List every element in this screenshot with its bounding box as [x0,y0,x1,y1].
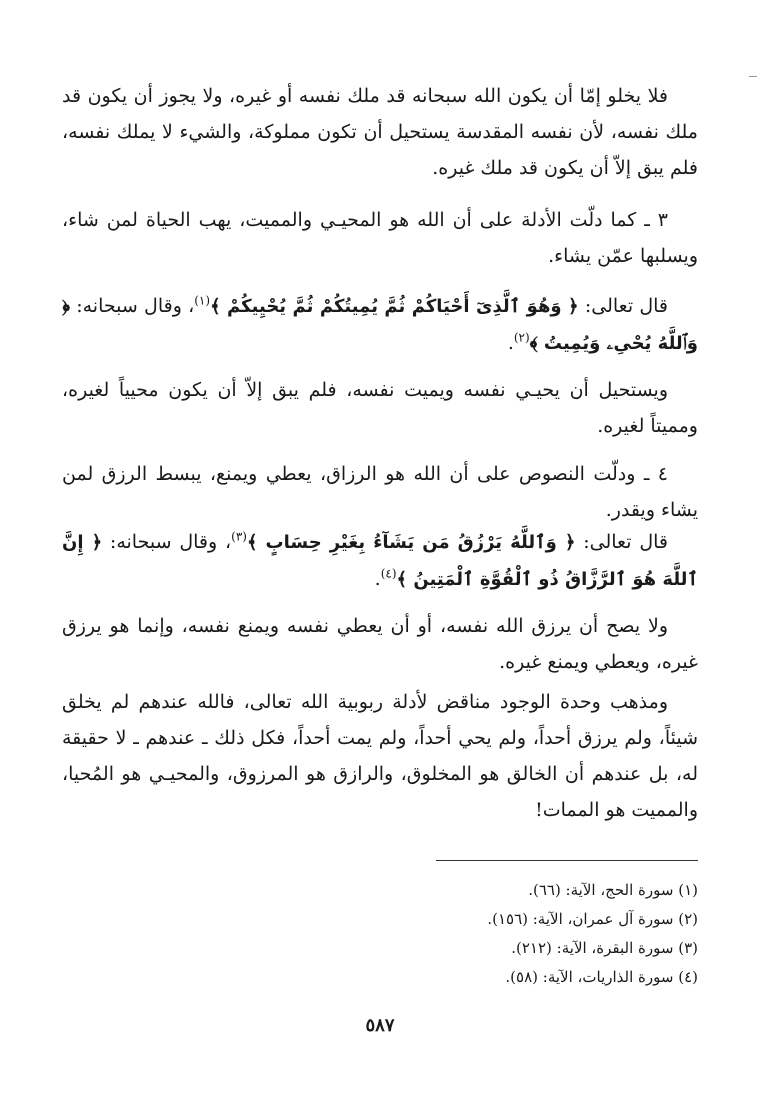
corner-mark [749,76,757,77]
paragraph-1 [62,78,698,186]
footnote-ref-3: (٣) [231,529,247,544]
quran-verse-2: ﴿ وَٱللَّهُ يُحْىِۦ وَيُمِيتُ ﴾ [62,296,698,354]
verse-end: . [507,332,514,354]
footnote-ref-4: (٤) [380,566,397,581]
paragraph-7-text: ولا يصح أن يرزق الله نفسه، أو أن يعطي نفسه ويمنع نفسه، وإنما هو يرزق غيره، ويعطي ويمنع غيره. [62,615,698,673]
page-number: ٥٨٧ [365,1015,395,1036]
footnotes [298,876,698,992]
quran-verse-1: ﴿ وَهُوَ ٱلَّذِىٓ أَحْيَاكُمْ ثُمَّ يُمِيتُكُمْ ثُمَّ يُحْيِيكُمْ ﴾ [210,296,579,317]
verse-end-2: . [374,568,381,590]
footnote-ref-2: (٢) [513,330,530,345]
paragraph-4-text: ويستحيل أن يحيـي نفسه ويميت نفسه، فلم يبق إلاّ أن يكون محيياً لغيره، ومميتاً لغيره. [62,379,698,437]
paragraph-2 [62,202,698,274]
verse-connector-2: ، وقال سبحانه: [102,531,232,553]
paragraph-8 [62,684,698,828]
footnote-divider [436,860,698,861]
paragraph-5-text: ٤ ـ ودلّت النصوص على أن الله هو الرزاق، يعطي ويمنع، يبسط الرزق لمن يشاء ويقدر. [62,463,698,521]
paragraph-5 [62,456,698,528]
footnote-1: (١) سورة الحج، الآية: (٦٦). [528,881,698,899]
paragraph-1-text: فلا يخلو إمّا أن يكون الله سبحانه قد ملك نفسه أو غيره، ولا يجوز أن يكون قد ملك نفسه، لأن نفسه المقدسة يستحيل أن تكون مملوكة، والشيء لا يملك نفسه، فلم يبق إلاّ أن يكون قد ملك غيره. [62,85,698,179]
verse-intro-2: قال تعالى: [575,531,668,553]
footnote-2: (٢) سورة آل عمران، الآية: (١٥٦). [487,910,698,928]
paragraph-3-verses [62,288,698,362]
book-page [62,78,698,1088]
footnote-4: (٤) سورة الذاريات، الآية: (٥٨). [505,968,698,986]
verse-connector: ، وقال سبحانه: [69,295,195,317]
footnote-3: (٣) سورة البقرة، الآية: (٢١٢). [511,939,698,957]
paragraph-7 [62,608,698,680]
paragraph-6-verses [62,524,698,598]
quran-verse-4: ﴿ إِنَّ ٱللَّهَ هُوَ ٱلرَّزَّاقُ ذُو ٱلْقُوَّةِ ٱلْمَتِينُ ﴾ [62,532,698,590]
verse-intro: قال تعالى: [578,295,669,317]
quran-verse-3: ﴿ وَٱللَّهُ يَرْزُقُ مَن يَشَآءُ بِغَيْرِ حِسَابٍ ﴾ [246,532,576,553]
paragraph-8-text: ومذهب وحدة الوجود مناقض لأدلة ربوبية الله تعالى، فالله عندهم لم يخلق شيئاً، ولم يرزق أحداً، ولم يحي أحداً، ولم يمت أحداً، فكل ذلك ـ عندهم ـ لا حقيقة له، بل عندهم أن الخالق هو المخلوق، والرازق هو المرزوق، والمحيـي هو المُحيا، والمميت هو الممات! [62,691,698,821]
paragraph-4 [62,372,698,444]
footnote-ref-1: (١) [194,293,211,308]
paragraph-2-text: ٣ ـ كما دلّت الأدلة على أن الله هو المحيـي والمميت، يهب الحياة لمن شاء، ويسلبها عمّن يشاء. [62,209,698,267]
